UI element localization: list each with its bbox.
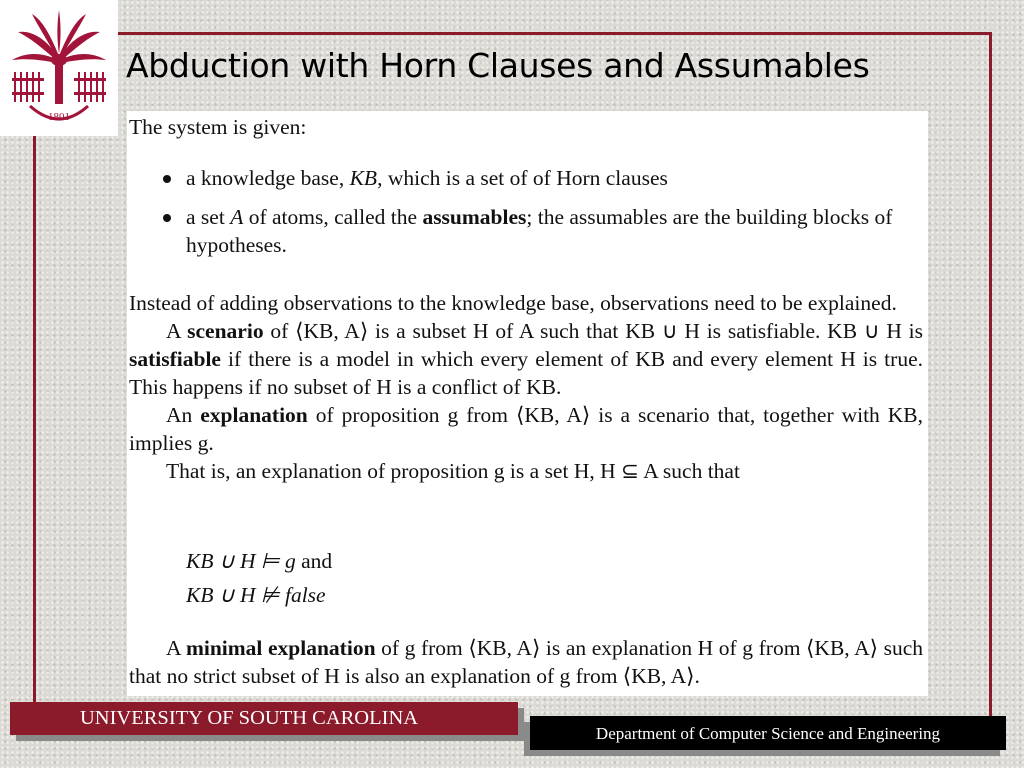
bullet-dot-icon — [163, 214, 171, 222]
bullet2-assumables-term: assumables — [422, 205, 527, 229]
content-panel — [127, 111, 928, 696]
bullet2-mid: of atoms, called the — [243, 205, 423, 229]
satisfiable-term: satisfiable — [129, 347, 221, 371]
footer-university-banner: UNIVERSITY OF SOUTH CAROLINA — [10, 702, 518, 735]
bullet2-pre: a set — [186, 205, 231, 229]
explanation-t1: An — [166, 403, 201, 427]
formula-not-false: KB ∪ H ⊭ false — [186, 583, 326, 607]
formula1-expr: KB ∪ H ⊨ g — [186, 549, 296, 573]
footer-department-banner: Department of Computer Science and Engineering — [530, 716, 1006, 750]
palmetto-tree-icon — [6, 8, 112, 130]
scenario-term: scenario — [187, 319, 264, 343]
frame-top-line — [118, 32, 992, 35]
scenario-t1: A — [166, 319, 188, 343]
minimal-t2: of g from ⟨KB, A⟩ is an explanation H of g from ⟨KB, A⟩ such that no strict subset of H is also an explanation of g from ⟨KB, A⟩. — [129, 636, 924, 688]
minimal-explanation-paragraph — [129, 634, 923, 690]
scenario-paragraph — [129, 317, 923, 401]
formula-block — [186, 544, 332, 612]
frame-right-line — [989, 32, 992, 722]
explanation-t2: of proposition g from ⟨KB, A⟩ is a scenario that, together with KB, implies g. — [129, 403, 923, 455]
university-logo — [0, 0, 118, 136]
bullet1-pre: a knowledge base, — [186, 166, 350, 190]
scenario-t2: of ⟨KB, A⟩ is a subset H of A such that KB ∪ H is satisfiable. KB ∪ H is — [263, 319, 924, 343]
formula1-word: and — [295, 549, 333, 573]
bullet-knowledge-base — [127, 164, 927, 192]
frame-left-line — [33, 136, 36, 716]
explanation-paragraph — [129, 401, 923, 457]
body-paragraphs — [129, 289, 923, 485]
that-is-paragraph: That is, an explanation of proposition g is a set H, H ⊆ A such that — [166, 459, 740, 483]
logo-year: 1801 — [48, 111, 70, 123]
bullet1-kb: KB — [349, 166, 378, 190]
explanation-term: explanation — [200, 403, 308, 427]
minimal-explanation-term: minimal explanation — [185, 636, 376, 660]
minimal-t1: A — [166, 636, 186, 660]
bullet2-post: ; the assumables are the building blocks of hypotheses. — [186, 205, 893, 257]
bullet-dot-icon — [163, 175, 171, 183]
formula-entails — [186, 544, 332, 578]
observations-paragraph: Instead of adding observations to the knowledge base, observations need to be explained. — [129, 291, 897, 315]
bullet2-a: A — [230, 205, 244, 229]
intro-text: The system is given: — [129, 115, 307, 139]
bullet-assumables — [127, 203, 927, 259]
bullet-list — [127, 164, 927, 270]
scenario-t3: if there is a model in which every element of KB and every element H is true. This happens if no subset of H is a conflict of KB. — [129, 347, 923, 399]
slide-title: Abduction with Horn Clauses and Assumables — [126, 46, 870, 85]
bullet1-post: , which is a set of of Horn clauses — [377, 166, 668, 190]
